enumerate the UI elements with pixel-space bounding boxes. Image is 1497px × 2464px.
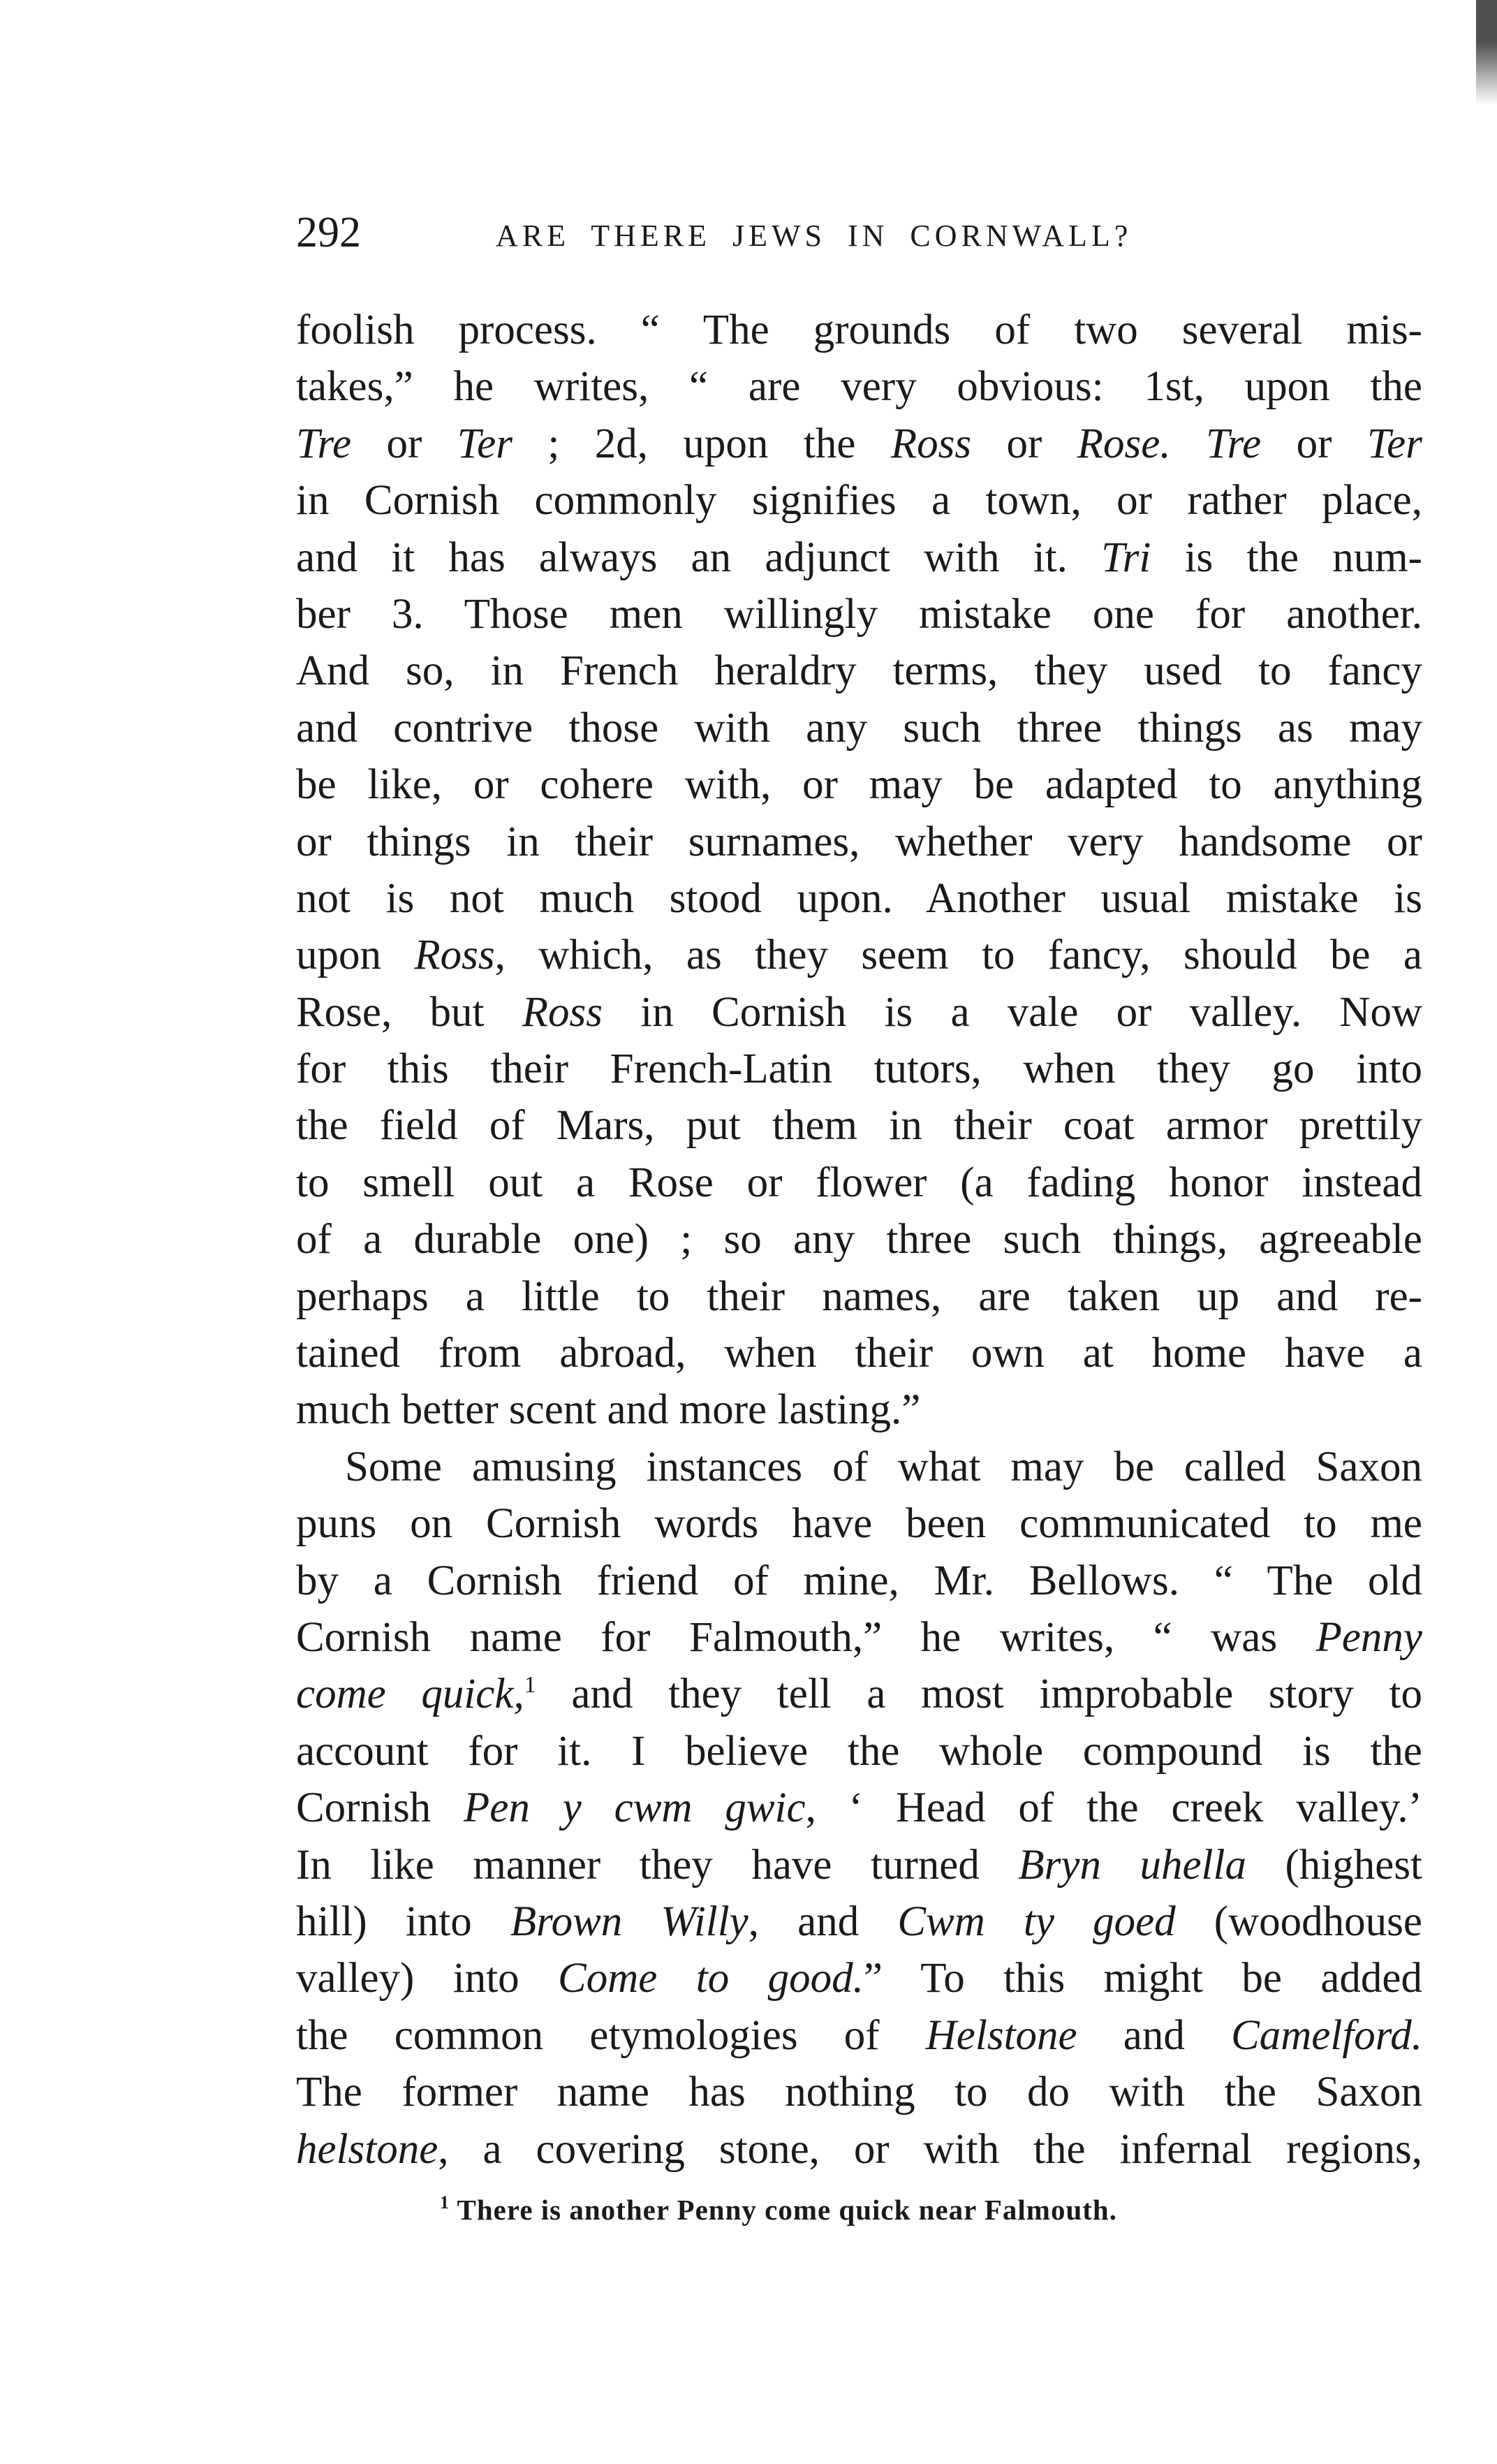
text-segment: and contrive those with any such three things as may bbox=[296, 704, 1422, 751]
text-segment: And so, in French heraldry terms, they used to fancy bbox=[296, 647, 1422, 695]
text-segment: or bbox=[351, 420, 457, 467]
text-segment: foolish process. “ The grounds of two several mis- bbox=[296, 307, 1422, 353]
text-segment: (highest bbox=[1246, 1841, 1423, 1889]
italic-text: Cwm ty goed bbox=[897, 1898, 1176, 1945]
footnote-reference: 1 bbox=[524, 1672, 536, 1699]
text-line bbox=[296, 1666, 1422, 1722]
italic-text: Brown Willy bbox=[510, 1898, 748, 1945]
italic-text: Ross bbox=[890, 420, 972, 467]
running-title: ARE THERE JEWS IN CORNWALL? bbox=[496, 219, 1133, 253]
text-line bbox=[296, 1097, 1422, 1154]
text-segment: , and bbox=[748, 1898, 898, 1945]
text-line bbox=[296, 984, 1422, 1041]
italic-text: helstone bbox=[296, 2125, 438, 2173]
text-segment: valley) into bbox=[296, 1955, 559, 2002]
text-line bbox=[296, 1780, 1422, 1836]
text-segment: the common etymologies of bbox=[296, 2011, 926, 2059]
text-segment: perhaps a little to their names, are taken up and re- bbox=[296, 1273, 1422, 1320]
text-line bbox=[296, 358, 1422, 415]
text-segment: The former name has nothing to do with the Saxon bbox=[296, 2069, 1422, 2116]
text-segment: for this their French-Latin tutors, when they go into bbox=[296, 1046, 1422, 1093]
text-segment bbox=[1171, 420, 1206, 467]
body-text bbox=[296, 302, 1422, 2178]
text-segment: takes,” he writes, “ are very obvious: 1st, upon the bbox=[296, 363, 1422, 411]
text-line bbox=[296, 2121, 1422, 2178]
text-line bbox=[296, 1950, 1422, 2007]
text-line bbox=[296, 529, 1422, 586]
italic-text: Bryn uhella bbox=[1018, 1841, 1246, 1889]
text-segment: and it has always an adjunct with it. bbox=[296, 534, 1102, 581]
text-line bbox=[296, 1439, 1422, 1495]
italic-text: Tre bbox=[1206, 420, 1262, 467]
text-line bbox=[296, 1495, 1422, 1552]
text-line bbox=[296, 1553, 1422, 1609]
text-segment: and they tell a most improbable story to bbox=[536, 1671, 1422, 1718]
text-segment: Some amusing instances of what may be called Saxon bbox=[345, 1443, 1422, 1490]
italic-text: Come to good. bbox=[558, 1955, 864, 2002]
text-segment: or things in their surnames, whether very handsome or bbox=[296, 818, 1422, 865]
text-line bbox=[296, 643, 1422, 699]
text-segment: Cornish name for Falmouth,” he writes, “ was bbox=[296, 1613, 1316, 1661]
running-header bbox=[296, 208, 1422, 264]
text-segment: much better scent and more lasting.” bbox=[296, 1386, 921, 1434]
text-segment: not is not much stood upon. Another usual mistake is bbox=[296, 874, 1422, 922]
text-segment: or bbox=[1261, 420, 1367, 467]
italic-text: come quick, bbox=[296, 1671, 524, 1718]
italic-text: Ter bbox=[1366, 420, 1422, 467]
italic-text: Tre bbox=[296, 420, 352, 467]
italic-text: Pen y cwm gwic bbox=[464, 1784, 806, 1832]
text-segment: puns on Cornish words have been communicated to me bbox=[296, 1500, 1422, 1548]
text-segment: (woodhouse bbox=[1175, 1898, 1422, 1945]
text-line bbox=[296, 416, 1422, 472]
text-segment: or bbox=[971, 420, 1077, 467]
text-line bbox=[296, 1381, 1422, 1438]
italic-text: Ter bbox=[457, 420, 512, 467]
text-segment: ” To this might be added bbox=[863, 1955, 1422, 2002]
text-line bbox=[296, 2007, 1422, 2064]
text-segment: , ‘ Head of the creek valley.’ bbox=[805, 1784, 1422, 1832]
italic-text: Rose. bbox=[1077, 420, 1171, 467]
italic-text: Ross bbox=[414, 932, 495, 979]
italic-text: Camelford. bbox=[1231, 2011, 1422, 2059]
text-segment: to smell out a Rose or flower (a fading honor instead bbox=[296, 1159, 1422, 1206]
text-line bbox=[296, 1837, 1422, 1893]
italic-text: Penny bbox=[1315, 1613, 1422, 1661]
text-segment: the field of Mars, put them in their coat armor prettily bbox=[296, 1102, 1422, 1150]
text-line bbox=[296, 302, 1422, 358]
text-line bbox=[296, 586, 1422, 643]
text-segment: , which, as they seem to fancy, should be a bbox=[494, 932, 1422, 979]
text-segment: ber 3. Those men willingly mistake one for another. bbox=[296, 590, 1422, 638]
text-segment: is the num- bbox=[1151, 534, 1422, 581]
text-line bbox=[296, 472, 1422, 529]
text-segment: by a Cornish friend of mine, Mr. Bellows. “ The old bbox=[296, 1557, 1422, 1604]
text-line bbox=[296, 1041, 1422, 1097]
text-line bbox=[296, 1609, 1422, 1666]
text-line bbox=[296, 814, 1422, 870]
text-line bbox=[296, 1154, 1422, 1211]
italic-text: Tri bbox=[1101, 534, 1151, 581]
text-segment: tained from abroad, when their own at home have a bbox=[296, 1330, 1422, 1377]
text-line bbox=[296, 927, 1422, 983]
text-segment: In like manner they have turned bbox=[296, 1841, 1019, 1889]
text-segment: upon bbox=[296, 932, 415, 979]
footnote bbox=[440, 2193, 1117, 2227]
text-line bbox=[296, 1268, 1422, 1325]
text-segment: in Cornish is a vale or valley. Now bbox=[603, 988, 1422, 1036]
text-line bbox=[296, 1723, 1422, 1780]
text-line bbox=[296, 700, 1422, 756]
page-number: 292 bbox=[296, 209, 361, 256]
text-line bbox=[296, 870, 1422, 927]
text-segment: and bbox=[1077, 2011, 1232, 2059]
text-line bbox=[296, 756, 1422, 813]
text-segment: , a covering stone, or with the infernal regions, bbox=[438, 2125, 1422, 2173]
footnote-marker: 1 bbox=[440, 2192, 450, 2213]
text-segment: of a durable one) ; so any three such things, agreeable bbox=[296, 1216, 1422, 1263]
italic-text: Ross bbox=[522, 988, 603, 1036]
text-line bbox=[296, 1211, 1422, 1268]
text-segment: in Cornish commonly signifies a town, or rather place, bbox=[296, 477, 1422, 525]
text-segment: Cornish bbox=[296, 1784, 464, 1832]
text-segment: account for it. I believe the whole compound is the bbox=[296, 1727, 1422, 1775]
scan-edge-mark bbox=[1476, 0, 1497, 105]
text-segment: Rose, but bbox=[296, 988, 522, 1036]
text-line bbox=[296, 1893, 1422, 1950]
text-segment: hill) into bbox=[296, 1898, 510, 1945]
text-segment: ; 2d, upon the bbox=[512, 420, 891, 467]
italic-text: Helstone bbox=[925, 2011, 1077, 2059]
text-line bbox=[296, 2064, 1422, 2120]
text-line bbox=[296, 1325, 1422, 1381]
footnote-text: There is another Penny come quick near Falmouth. bbox=[457, 2194, 1117, 2226]
text-segment: be like, or cohere with, or may be adapted to anything bbox=[296, 761, 1422, 809]
